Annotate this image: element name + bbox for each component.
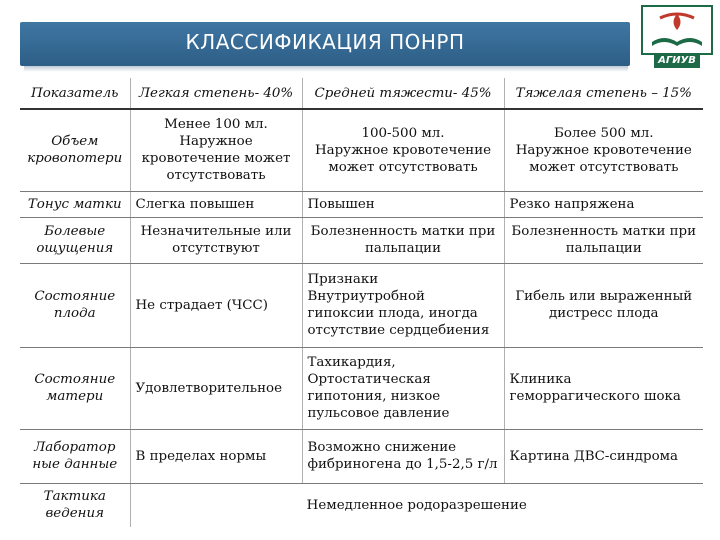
row-indicator: Состояние матери [20,347,130,429]
table-row [20,191,703,217]
table-row [20,217,703,263]
cell-moderate: Повышен [302,191,504,217]
table-row [20,429,703,483]
cell-severe: Резко напряжена [504,191,703,217]
header-severe: Тяжелая степень – 15% [504,78,703,109]
title-bar [20,22,630,66]
table-header-row [20,78,703,109]
cell-mild: Незначительные или отсутствуют [130,217,302,263]
cell-mild: Слегка повышен [130,191,302,217]
logo-graphic [640,4,714,56]
cell-severe: Более 500 мл. Наружное кровотечение может отсутствовать [504,109,703,191]
table-row [20,263,703,347]
logo-text: АГИУВ [654,54,700,68]
cell-moderate: Возможно снижение фибриногена до 1,5-2,5 г/л [302,429,504,483]
cell-moderate: Болезненность матки при пальпации [302,217,504,263]
cell-mild: Менее 100 мл. Наружное кровотечение может отсутствовать [130,109,302,191]
header-mild: Легкая степень- 40% [130,78,302,109]
page-title: КЛАССИФИКАЦИЯ ПОНРП [185,30,465,54]
row-indicator: Объем кровопотери [20,109,130,191]
cell-mild: Удовлетворительное [130,347,302,429]
row-indicator: Болевые ощущения [20,217,130,263]
header-indicator: Показатель [20,78,130,109]
cell-mild: Не страдает (ЧСС) [130,263,302,347]
row-indicator: Состояние плода [20,263,130,347]
row-indicator: Тактика ведения [20,483,130,527]
table-row [20,109,703,191]
row-indicator: Лаборатор ные данные [20,429,130,483]
cell-moderate: 100-500 мл. Наружное кровотечение может отсутствовать [302,109,504,191]
cell-tactics: Немедленное родоразрешение [306,497,527,513]
table-row [20,347,703,429]
cell-moderate: Тахикардия, Ортостатическая гипотония, низкое пульсовое давление [302,347,504,429]
cell-severe: Гибель или выраженный дистресс плода [504,263,703,347]
row-indicator: Тонус матки [20,191,130,217]
table-row-last [20,483,703,527]
cell-severe: Болезненность матки при пальпации [504,217,703,263]
cell-severe: Картина ДВС-синдрома [504,429,703,483]
cell-mild: В пределах нормы [130,429,302,483]
cell-severe: Клиника геморрагического шока [504,347,703,429]
title-shadow [24,66,628,72]
book-logo-icon [640,4,714,72]
header-moderate: Средней тяжести- 45% [302,78,504,109]
cell-moderate: Признаки Внутриутробной гипоксии плода, иногда отсутствие сердцебиения [302,263,504,347]
classification-table [20,78,703,527]
